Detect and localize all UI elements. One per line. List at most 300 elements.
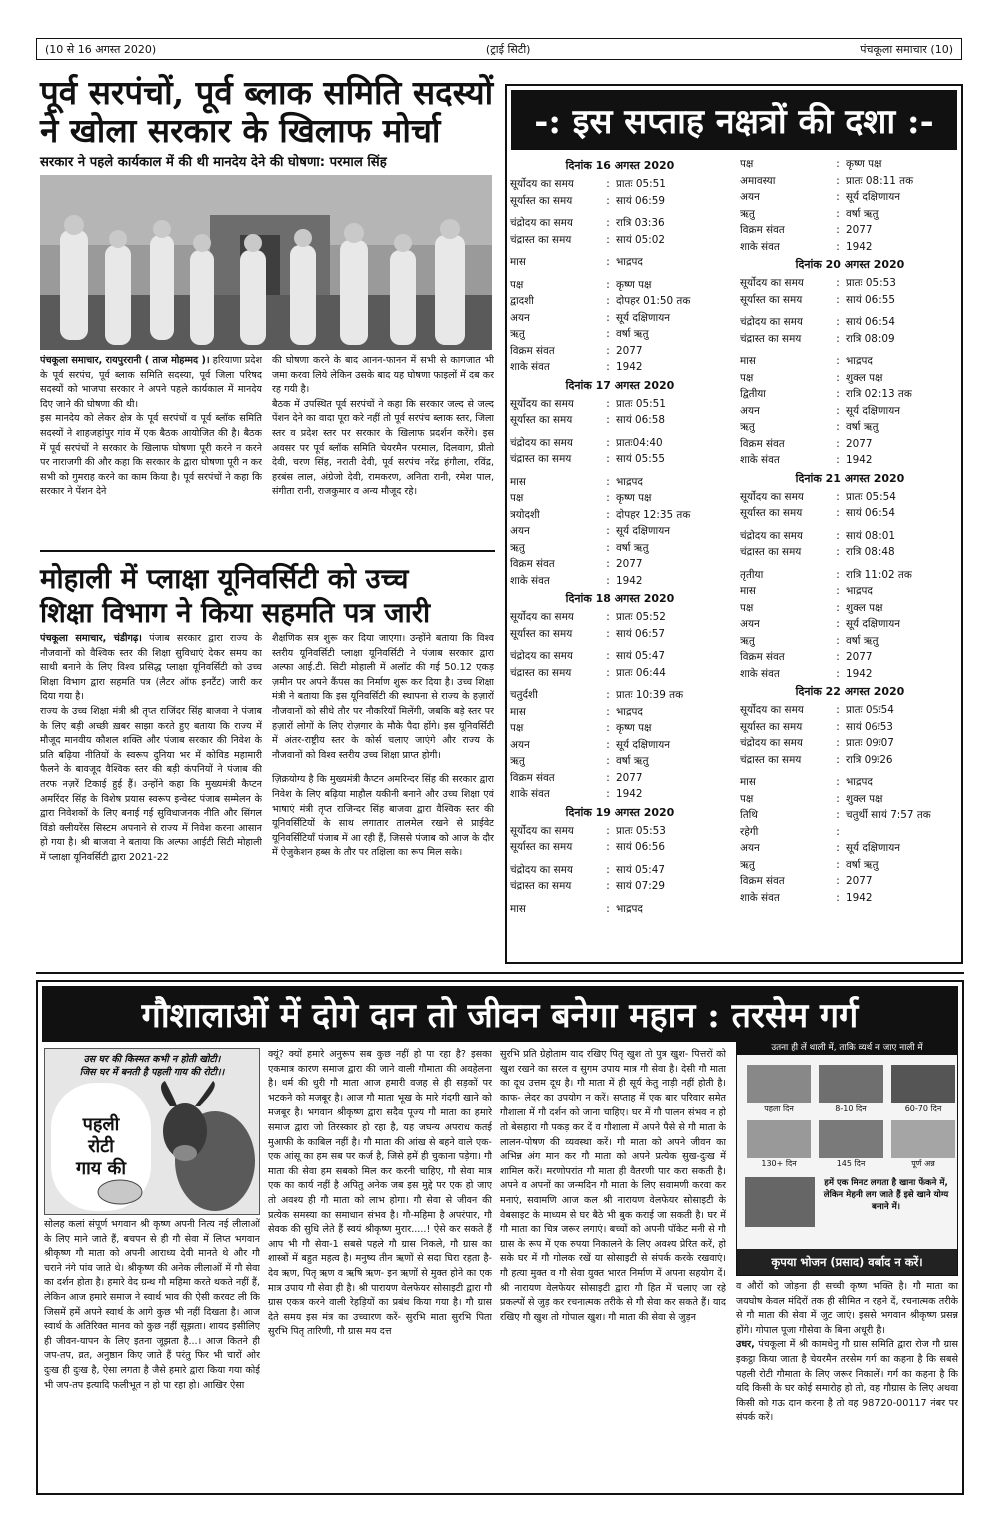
nakshatra-key: शाके संवत [740, 454, 780, 466]
nakshatra-value: रात्रि 03:36 [616, 217, 665, 229]
story2-column2 [272, 632, 494, 962]
nakshatra-key: चंद्रास्त का समय [510, 233, 572, 246]
nakshatra-row [510, 901, 730, 918]
nakshatra-row [510, 326, 730, 343]
nakshatra-colon: : [606, 902, 610, 915]
nakshatra-row [510, 609, 730, 626]
nakshatra-value: वर्षा ऋतु [616, 755, 649, 767]
nakshatra-colon: : [836, 207, 840, 220]
story1-subhead: सरकार ने पहले कार्यकाल में की थी मानदेय देने की घोषणा: परमाल सिंह [40, 155, 387, 170]
nakshatra-row [740, 353, 960, 370]
nakshatra-key: विक्रम संवत [740, 224, 785, 236]
protest-photo [40, 175, 492, 350]
nakshatra-value: प्रातः04:40 [616, 436, 663, 449]
nakshatra-colon: : [606, 295, 610, 307]
nakshatra-colon: : [606, 788, 610, 800]
nakshatra-value: सायं 08:01 [846, 529, 895, 542]
nakshatra-value: चतुर्थी सायं 7:57 तक [846, 809, 931, 821]
nakshatra-value: प्रातः 10:39 तक [616, 689, 684, 701]
nakshatra-value: प्रातः 05:51 [616, 397, 666, 410]
nakshatra-row [510, 753, 730, 770]
nakshatra-row [740, 436, 960, 453]
nakshatra-row [510, 474, 730, 491]
nakshatra-row [740, 824, 960, 841]
nakshatra-value: प्रातः 09ः07 [846, 737, 894, 749]
nakshatra-key: विक्रम संवत [740, 437, 785, 450]
ad-step-4 [747, 1120, 811, 1169]
nakshatra-colon: : [836, 704, 840, 716]
nakshatra-row [740, 583, 960, 600]
nakshatra-row [740, 567, 960, 584]
nakshatra-key: पक्ष [740, 158, 754, 170]
ad-caption-2: 8-10 दिन [835, 1104, 867, 1113]
nakshatra-key: विक्रम संवत [510, 558, 555, 570]
nakshatra-value: सूर्य दक्षिणायन [616, 738, 671, 751]
nakshatra-key: सूर्यास्त का समय [510, 414, 573, 426]
nakshatra-key: सूर्यास्त का समय [510, 194, 573, 207]
nakshatra-value: सायं 06:55 [846, 293, 895, 306]
nakshatra-value: प्रातः 05:53 [616, 824, 666, 837]
edition-name: (ट्राई सिटी) [485, 42, 531, 56]
poster-big3: गाय की [76, 1158, 126, 1179]
nakshatra-value: शुक्ल पक्ष [846, 371, 883, 384]
gaushala-para1: सोलह कलां संपूर्ण भगवान श्री कृष्ण अपनी नित्य नई लीलाओं के लिए माने जाते हैं, बचपन से ही गौ सेवा में लिप्त भगवान श्रीकृष्ण गौ माता को अपनी आराध्य देवी मानते थे और गौ चराने नंगे पांव जाते थे। श्रीकृष्ण की अनेक लीलाओं में गौ सेवा का दर्शन होता है। हमारे वेद ग्रन्थ गौ महिमा करते थकते नहीं हैं, लेकिन आज हमारे समाज ने स्वार्थ भाव की ऐसी करवट ली कि जिसमें हमें अपने स्वार्थ के आगे कुछ भी नहीं दिखता है। आज स्वार्थ के अतिरिक्त मानव को कुछ नहीं सूझता। शायद इसीलिए ही जीवन-यापन के लिए इतना जूझता है...। आज कितने ही जप-तप, व्रत, अनुष्ठान किए जाते हैं परंतु फिर भी चारों ओर दुःख ही दुःख है, ऐसा लगता है जैसे हमारे द्वारा किया गया कोई भी जप-तप इत्यादि फलीभूत न हो पा रहा हो। आखिर ऐसा [44, 1219, 260, 1391]
nakshatra-key: मास [510, 475, 526, 488]
nakshatra-key: द्वितीया [740, 388, 766, 400]
nakshatra-value: दोपहर 12:35 तक [616, 508, 691, 521]
nakshatra-key: शाके संवत [740, 667, 780, 680]
nakshatra-value: 1942 [846, 667, 873, 680]
nakshatra-key: चंद्रास्त का समय [510, 666, 572, 679]
nakshatra-key: चतुर्दशी [510, 689, 538, 701]
nakshatra-value: सायं 06:54 [846, 507, 895, 519]
nakshatra-colon: : [606, 475, 610, 488]
nakshatra-value: प्रातः 05:53 [846, 277, 896, 289]
nakshatra-value: 2077 [846, 651, 873, 663]
nakshatra-colon: : [836, 191, 840, 203]
nakshatra-colon: : [836, 875, 840, 887]
nakshatra-value: रात्रि 08:09 [846, 332, 895, 345]
nakshatra-key: अयन [510, 738, 530, 751]
nakshatra-date-heading: दिनांक 19 अगस्त 2020 [565, 805, 675, 819]
nakshatra-row [740, 505, 960, 522]
nakshatra-row [510, 665, 730, 682]
nakshatra-colon: : [836, 507, 840, 519]
nakshatra-key: शाके संवत [740, 240, 780, 253]
gaushala-column2 [268, 1048, 492, 1490]
nakshatra-colon: : [836, 316, 840, 328]
story1-headline-line2: ने खोला सरकार के खिलाफ मोर्चा [40, 111, 441, 150]
nakshatra-value: वर्षा ऋतु [846, 858, 879, 871]
nakshatra-key: चंद्रोदय का समय [740, 529, 803, 542]
nakshatra-row [510, 193, 730, 210]
story1-para3: की घोषणा करने के बाद आनन-फानन में सभी से कागजात भी जमा करवा लिये लेकिन उसके बाद यह घोषणा फाइलों में दब कर रह गयी है। [272, 355, 494, 396]
nakshatra-key: चंद्रोदय का समय [740, 737, 803, 749]
nakshatra-value [846, 824, 960, 841]
nakshatra-key: सूर्यास्त का समय [510, 627, 573, 640]
nakshatra-value: सायं 05:47 [616, 863, 665, 876]
nakshatra-colon: : [606, 278, 610, 291]
gaushala-headline: गौशालाओं में दोगे दान तो जीवन बनेगा महान : तरसेम गर्ग [42, 986, 958, 1042]
nakshatra-row [740, 840, 960, 857]
nakshatra-colon: : [836, 891, 840, 904]
nakshatra-value: कृष्ण पक्ष [616, 278, 652, 291]
ad-caption-5: 145 दिन [836, 1159, 866, 1168]
nakshatra-colon: : [836, 454, 840, 466]
nakshatra-date-heading: दिनांक 17 अगस्त 2020 [565, 378, 675, 392]
page-header [36, 38, 962, 60]
nakshatra-date-heading: दिनांक 18 अगस्त 2020 [565, 592, 675, 605]
nakshatra-row [510, 648, 730, 665]
nakshatra-colon: : [836, 792, 840, 805]
nakshatra-colon: : [836, 158, 840, 170]
nakshatra-value: कृष्ण पक्ष [616, 492, 652, 504]
nakshatra-key: शाके संवत [740, 891, 780, 904]
nakshatra-value: प्रातः 06:44 [616, 666, 666, 679]
nakshatra-row [510, 451, 730, 468]
nakshatra-colon: : [606, 611, 610, 623]
poster-line1: उस घर की किस्मत कभी न होती खोटी। [83, 1054, 221, 1065]
nakshatra-key: अमावस्या [740, 174, 776, 187]
nakshatra-key: ऋतु [510, 755, 525, 767]
ad-caption-4: 130+ दिन [761, 1159, 797, 1168]
nakshatra-value: प्रातः 05:54 [846, 490, 896, 503]
ad-caption-3: 60-70 दिन [904, 1104, 942, 1113]
nakshatra-value: सायं 05:55 [616, 453, 665, 465]
nakshatra-value: रात्रि 08:48 [846, 546, 895, 558]
nakshatra-key: त्रयोदशी [510, 508, 540, 521]
nakshatra-value: 2077 [846, 875, 873, 887]
nakshatra-row [740, 544, 960, 561]
nakshatra-colon: : [606, 541, 610, 554]
nakshatra-key: सूर्योदय का समय [740, 490, 804, 503]
nakshatra-value: सायं 06:54 [846, 316, 895, 328]
story1-headline [40, 74, 500, 150]
nakshatra-row [740, 649, 960, 666]
nakshatra-colon: : [836, 651, 840, 663]
nakshatra-row [740, 419, 960, 436]
nakshatra-key: मास [510, 256, 526, 268]
nakshatra-value: 1942 [846, 454, 873, 466]
nakshatra-key: तृतीया [740, 568, 764, 581]
nakshatra-row [510, 626, 730, 643]
nakshatra-key: सूर्योदय का समय [510, 178, 574, 190]
nakshatra-colon: : [606, 627, 610, 640]
nakshatra-row [740, 873, 960, 890]
nakshatra-row [740, 239, 960, 256]
nakshatra-date-heading: दिनांक 20 अगस्त 2020 [795, 258, 905, 271]
nakshatra-row [510, 232, 730, 249]
nakshatra-colon: : [836, 490, 840, 503]
nakshatra-value: रात्रि 11:02 तक [846, 568, 912, 581]
story2-headline [40, 562, 500, 630]
nakshatra-row [740, 633, 960, 650]
nakshatra-key: सूर्योदय का समय [510, 611, 574, 623]
nakshatra-value: प्रातः 05ः54 [846, 704, 894, 716]
section-divider [36, 972, 964, 974]
nakshatra-colon: : [606, 256, 610, 268]
nakshatra-key: चंद्रास्त का समय [740, 546, 802, 558]
nakshatra-key: सूर्योदय का समय [510, 824, 574, 837]
nakshatra-row [510, 254, 730, 271]
nakshatra-row [740, 222, 960, 239]
nakshatra-colon: : [836, 568, 840, 581]
roti-icon [95, 1177, 145, 1207]
nakshatra-key: चंद्रोदय का समय [510, 863, 573, 876]
issue-date: (10 से 16 अगस्त 2020) [45, 42, 157, 56]
nakshatra-row [740, 173, 960, 190]
cow-icon [145, 1081, 257, 1213]
nakshatra-value: 2077 [846, 437, 873, 450]
nakshatra-row [740, 890, 960, 907]
nakshatra-key: अयन [510, 311, 530, 324]
gaushala-para2: क्यूं? क्यों हमारे अनुरूप सब कुछ नहीं हो पा रहा है? इसका एकमात्र कारण समाज द्वारा की जाने वाली गौमाता की अवहेलना है। धर्म की धुरी गौ माता आज हमारी वजह से ही सड़कों पर भटकने को मजबूर है। आज गौ माता भूख के मारे गंदगी खाने को मजबूर है। भगवान श्रीकृष्ण द्वारा सदैव पूज्य गौ माता का हमारे समाज द्वारा जो तिरस्कार हो रहा है, यह जघन्य अपराध कतई मुआफी के काबिल नहीं है। गौ माता की आंख से बहने वाले एक-एक आंसू का हम सब पर कर्ज है, जिसे हमें ही चुकाना पड़ेगा। गौ माता की सेवा हम सबको मिल कर करनी चाहिए, गौ सेवा मात्र एक का कार्य नहीं है अपितु अनेक जब इस मुद्दे पर एक हो जाए तो अवश्य ही गौ माता को लाभ होगा। गौ सेवा से जीवन की प्रत्येक समस्या का समाधान संभव है। गौ-महिमा है अपरंपार, गौ सेवक की सुधि लेते हैं स्वयं श्रीकृष्ण मुरार.....! ऐसे कर सकते हैं आप भी गौ सेवा-1 सबसे पहले गौ ग्रास निकले, गौ ग्रास का शास्त्रों में बहुत महत्व है। मनुष्य तीन ऋणों से सदा घिरा रहता है- देव ऋण, पितृ ऋण व ऋषि ऋण- इन ऋणों से मुक्त होने का एक मात्र उपाय गौ सेवा ही है। श्री पारायण वेलफेयर सोसाइटी द्वारा गौ ग्रास एकत्र करने वाली रेहड़ियों का प्रबंध किया गया है। गौ ग्रास देते समय इस मंत्र का उच्चारण करें- सुरभि माता सुरभि पिता सुरभि पितृ तारिणी, गौ ग्रास मय दत्त [268, 1049, 492, 1338]
nakshatra-row [740, 189, 960, 206]
gaushala-para5: पंचकूला में श्री कामधेनु गौ ग्रास समिति द्वारा रोज गौ ग्रास इकट्ठा किया जाता है चेयरमैन तरसेम गर्ग का कहना है कि सबसे पहली रोटी गौमाता के लिए जरूर निकालें। गर्ग का कहना है कि यदि किसी के घर कोई समारोह हो तो, वह गौग्रास के लिए अथवा किसी को गऊ दान करना है तो वह 98720-00117 नंबर पर संपर्क करें। [736, 1339, 958, 1424]
nakshatra-value: सूर्य दक्षिणायन [846, 404, 901, 417]
nakshatra-colon: : [606, 666, 610, 679]
nakshatra-value: शुक्ल पक्ष [846, 601, 883, 614]
nakshatra-row [740, 489, 960, 506]
nakshatra-row [740, 666, 960, 683]
nakshatra-date-heading: दिनांक 21 अगस्त 2020 [795, 471, 905, 485]
nakshatra-row [510, 412, 730, 429]
nakshatra-key: सूर्योदय का समय [510, 397, 574, 410]
nakshatra-colon: : [606, 755, 610, 767]
nakshatra-row [510, 396, 730, 413]
nakshatra-row [740, 206, 960, 223]
nakshatra-value: सायं 05:02 [616, 233, 665, 246]
nakshatra-value: भाद्रपद [616, 705, 643, 718]
nakshatra-value: 1942 [616, 361, 643, 373]
nakshatra-row [740, 370, 960, 387]
nakshatra-key: विक्रम संवत [510, 771, 555, 784]
nakshatra-colon: : [606, 574, 610, 587]
nakshatra-value: सूर्य दक्षिणायन [846, 842, 901, 854]
nakshatra-colon: : [606, 771, 610, 784]
nakshatra-value: रात्रि 02:13 तक [846, 388, 912, 400]
paper-name-page: पंचकूला समाचार (10) [860, 42, 953, 56]
nakshatra-row [510, 359, 730, 376]
nakshatra-value: प्रातः 05:52 [616, 611, 666, 623]
nakshatra-key: चंद्रोदय का समय [510, 650, 573, 662]
nakshatra-value: भाद्रपद [616, 256, 643, 268]
nakshatra-colon: : [836, 634, 840, 647]
nakshatra-value: वर्षा ऋतु [846, 634, 879, 647]
nakshatra-colon: : [836, 355, 840, 367]
nakshatra-row [740, 275, 960, 292]
nakshatra-colon: : [836, 858, 840, 871]
story1-column1 [40, 354, 262, 546]
nakshatra-key: मास [740, 355, 756, 367]
nakshatra-colon: : [606, 344, 610, 357]
nakshatra-colon: : [606, 705, 610, 718]
food-waste-ad [736, 1040, 958, 1276]
gaushala-para5-lead: उधर, [736, 1339, 755, 1351]
nakshatra-colon: : [606, 738, 610, 751]
nakshatra-key: पक्ष [510, 492, 524, 504]
nakshatra-key: पक्ष [740, 371, 754, 384]
nakshatra-key: चंद्रोदय का समय [510, 217, 573, 229]
nakshatra-value: 2077 [616, 558, 643, 570]
nakshatra-value: सायं 06ः53 [846, 720, 893, 733]
nakshatra-key: अयन [740, 191, 760, 203]
nakshatra-key: अयन [510, 525, 530, 537]
nakshatra-key: सूर्यास्त का समय [740, 720, 803, 733]
nakshatra-row [510, 435, 730, 452]
nakshatra-key: ऋतु [510, 328, 525, 340]
nakshatra-value: 1942 [616, 574, 643, 587]
nakshatra-row [740, 774, 960, 791]
nakshatra-row [510, 176, 730, 193]
gaushala-column1 [44, 1218, 260, 1490]
nakshatra-colon: : [836, 809, 840, 821]
nakshatra-key: अयन [740, 404, 760, 417]
nakshatra-colon: : [836, 293, 840, 306]
nakshatra-row [740, 600, 960, 617]
nakshatra-key: द्वादशी [510, 295, 534, 307]
nakshatra-colon: : [836, 842, 840, 854]
nakshatra-value: भाद्रपद [616, 475, 643, 488]
gaushala-para4: व औरों को जोड़ना ही सच्ची कृष्ण भक्ति है। गौ माता का जयघोष केवल मंदिरों तक ही सीमित न रहने दें, रचनात्मक तरीके से गौ माता की सेवा में जुट जाएं। इससे भगवान श्रीकृष्ण प्रसन्न होंगे। गोपाल पूजा गौसेवा के बिना अधूरी है। [736, 1281, 958, 1336]
nakshatra-value: कृष्ण पक्ष [846, 158, 882, 170]
nakshatra-colon: : [836, 388, 840, 400]
nakshatra-key: विक्रम संवत [740, 875, 785, 887]
nakshatra-row [740, 314, 960, 331]
nakshatra-row [740, 528, 960, 545]
nakshatra-value: सायं 07:29 [616, 880, 665, 892]
nakshatra-key: चंद्रास्त का समय [740, 332, 802, 345]
ad-header: उतना ही लें थाली में, ताकि व्यर्थ न जाए नाली में [737, 1041, 957, 1055]
nakshatra-colon: : [836, 332, 840, 345]
nakshatra-row [510, 770, 730, 787]
nakshatra-row [740, 616, 960, 633]
nakshatra-value: 1942 [846, 891, 873, 904]
story2-headline-line1: मोहाली में प्लाक्षा यूनिवर्सिटी को उच्च [40, 563, 409, 595]
nakshatra-colon: : [836, 437, 840, 450]
poster-line2: जिस घर में बनती है पहली गाय की रोटी।। [79, 1067, 225, 1078]
nakshatra-value: सायं 06:56 [616, 841, 665, 853]
plate-image [745, 1177, 815, 1227]
nakshatra-key: सूर्योदय का समय [740, 277, 804, 289]
nakshatra-key: शाके संवत [510, 574, 550, 587]
nakshatra-row [740, 735, 960, 752]
ad-caption-1: पहला दिन [764, 1104, 794, 1113]
nakshatra-value: कृष्ण पक्ष [616, 722, 652, 734]
nakshatra-colon: : [606, 194, 610, 207]
story2-para3: शैक्षणिक सत्र शुरू कर दिया जाएगा। उन्होंने बताया कि विश्व स्तरीय यूनिवर्सिटी प्लाक्षा यूनिवर्सिटी ने पंजाब सरकार द्वारा अल्फा आई.टी. सिटी मोहाली में अलॉट की गई 50.12 एकड़ ज़मीन पर अपने कैंपस का निर्माण शुरू कर दिया है। उच्च शिक्षा मंत्री ने बताया कि इस यूनिवर्सिटी की स्थापना से राज्य के हज़ारों नौजवानों को सीधे तौर पर नौकरियाँ मिलेंगी, जबकि बड़े स्तर पर हज़ारों लोगों के लिए रोज़गार के मौके पैदा होंगे। इस यूनिवर्सिटी में अंतर-राष्ट्रीय स्तर के कोर्स चलाए जाएंगे और राज्य के नौजवानों को विश्व स्तरीय उच्च शिक्षा प्राप्त होगी। [272, 633, 494, 761]
nakshatra-colon: : [836, 224, 840, 236]
nakshatra-key: शाके संवत [510, 788, 550, 800]
nakshatra-colon: : [606, 361, 610, 373]
nakshatra-value: रात्रि 09ः26 [846, 753, 893, 766]
nakshatra-key: पक्ष [510, 722, 524, 734]
nakshatra-row [510, 215, 730, 232]
nakshatra-value: 2077 [616, 344, 643, 357]
nakshatra-row [510, 343, 730, 360]
nakshatra-colon: : [606, 558, 610, 570]
nakshatra-value: 1942 [616, 788, 643, 800]
nakshatra-colon: : [836, 585, 840, 597]
nakshatra-colon: : [836, 720, 840, 733]
nakshatra-key: अयन [740, 618, 760, 630]
nakshatra-colon: : [836, 825, 840, 838]
nakshatra-colon: : [836, 371, 840, 384]
ad-note1: हमें एक मिनट लगता है खाना फेंकने में, [824, 1178, 948, 1188]
nakshatra-row [740, 331, 960, 348]
nakshatra-left-column [510, 156, 730, 917]
nakshatra-value: सायं 06:57 [616, 627, 665, 640]
nakshatra-key: ऋतु [740, 858, 755, 871]
nakshatra-key: विक्रम संवत [740, 651, 785, 663]
nakshatra-key: मास [740, 776, 756, 788]
story1-column2 [272, 354, 494, 546]
story1-para2: इस मानदेय को लेकर क्षेत्र के पूर्व सरपंचों व पूर्व ब्लॉक समिति सदस्यों ने शाहजहांपुर गांव में एक बैठक आयोजित की है। बैठक में पूर्व सरपंचों ने सरकार के खिलाफ घोषणा पूरी करने न करने पर नाराजगी की और कहा कि सरकार के द्वारा घोषणा पूरी न कर सभी को गुमराह करने का काम किया है। पूर्व सरपंचों ने कहा कि सरकार ने पेंशन देने [40, 413, 262, 498]
nakshatra-row [510, 737, 730, 754]
story1-headline-line1: पूर्व सरपंचों, पूर्व ब्लाक समिति सदस्यों [40, 73, 494, 112]
nakshatra-colon: : [836, 601, 840, 614]
nakshatra-key: ऋतु [740, 634, 755, 647]
nakshatra-value: सूर्य दक्षिणायन [616, 525, 671, 537]
nakshatra-colon: : [606, 841, 610, 853]
nakshatra-value: वर्षा ऋतु [616, 328, 649, 340]
nakshatra-right-column [740, 156, 960, 906]
nakshatra-row [510, 523, 730, 540]
nakshatra-value: शुक्ल पक्ष [846, 792, 883, 805]
nakshatra-value: 2077 [846, 224, 873, 236]
nakshatra-key: तिथि [740, 809, 758, 821]
nakshatra-key: चंद्रास्त का समय [510, 880, 572, 892]
nakshatra-key: चंद्रास्त का समय [740, 753, 802, 766]
cow-poster [44, 1048, 260, 1215]
nakshatra-row [510, 687, 730, 704]
nakshatra-row [510, 786, 730, 803]
nakshatra-key: मास [740, 585, 756, 597]
nakshatra-colon: : [836, 737, 840, 749]
nakshatra-key: पक्ष [740, 792, 754, 805]
nakshatra-key: सूर्यास्त का समय [510, 841, 573, 853]
nakshatra-row [740, 791, 960, 808]
nakshatra-row [510, 277, 730, 294]
nakshatra-row [740, 807, 960, 824]
story1-para1: हरियाणा प्रदेश के पूर्व सरपंच, पूर्व ब्लाक समिति सदस्या, पूर्व जिला परिषद सदस्यों को भाजपा सरकार ने अपने पहले कार्यकाल में मानदेय दिए जाने की घोषणा की थी। [40, 355, 262, 410]
nakshatra-colon: : [836, 546, 840, 558]
nakshatra-colon: : [606, 311, 610, 324]
nakshatra-row [510, 862, 730, 879]
story2-column1 [40, 632, 262, 962]
nakshatra-colon: : [836, 529, 840, 542]
gaushala-para3: सुरभि प्रति ग्रेहोताम याद रखिए पितृ खुश तो पुत्र खुश- पित्तरों को खुश रखने का सरल व सुगम उपाय मात्र गौ सेवा है। देसी गौ माता का दूध उत्तम दूध है। गौ माता में ही सूर्य केतु नाड़ी नहीं होती है। काफ- लेदर का उपयोग न करें। सप्ताह में एक बार परिवार समेत गौशाला में गौ दर्शन को जाना चाहिए। घर में गौ पालन संभव न हो तो बेसहारा गौ पकड़ कर दें व गौशाला में अपने पैसे से गौ माता के लालन-पोषण की व्यवस्था करें। गौ माता को अपने जीवन का अभिन्न अंग मान कर गौ माता को अपने प्रत्येक सुख-दुःख में शामिल करें। मरणोपरांत गौ माता ही वैतरणी पार करा सकती है। अपने व अपनों का जन्मदिन गौ माता के लिए सवामणी करवा कर मनाएं, सवामणि आज कल श्री नारायण वेलफेयर सोसाइटी के वेबसाइट के माध्यम से घर बैठे भी बुक कराई जा सकती है। घर में गौ माता का चित्र जरूर लगाएं। बच्चों को अपनी पॉकेट मनी से गौ ग्रास के रूप में एक रुपया निकालने के लिए अवश्य प्रेरित करें, हो सके घर में गौ गोलक रखें या सोसाइटी से संपर्क करके रखवाएं। गौ हत्या मुक्त व गौ सेवा युक्त भारत निर्माण में अपना सहयोग दें। श्री नारायण वेलफेयर सोसाइटी द्वारा गौ हित में चलाए जा रहे प्रकल्पों से जुड़ कर रचनात्मक तरीके से गौ सेवा कर सकते हैं। याद रखिए गौ खुश तो गोपाल खुश। गौ माता की सेवा से जुड़न [500, 1049, 726, 1323]
story2-dateline: पंचकूला समाचार, चंडीगढ़। [40, 633, 142, 644]
nakshatra-key: मास [510, 705, 526, 718]
story2-para4: ज़िक्रयोग्य है कि मुख्यमंत्री कैप्टन अमरिन्दर सिंह की सरकार द्वारा निवेश के लिए बढ़िया माहौल यकीनी बनाने और उच्च शिक्षा एवं भाषाएं मंत्री तृप्त राजिन्दर सिंह बाजवा द्वारा वैश्विक स्तर की यूनिवर्सिटियों के साथ लगातार तालमेल रखने से प्राईवेट यूनिवर्सिटियाँ पंजाब में आ रही हैं, जिससे पंजाब को आज के दौर में ऐजुकेशन हब्स के तौर पर तक्षिला का रूप मिल सके। [272, 774, 494, 859]
ad-footer: कृपया भोजन (प्रसाद) वर्बाद न करें। [737, 1249, 957, 1275]
ad-caption-6: पूर्ण अन्न [911, 1159, 935, 1168]
nakshatra-date-heading: दिनांक 16 अगस्त 2020 [565, 159, 675, 172]
nakshatra-colon: : [606, 824, 610, 837]
nakshatra-key: चंद्रोदय का समय [510, 436, 573, 449]
nakshatra-value: प्रातः 08:11 तक [846, 174, 914, 187]
nakshatra-colon: : [606, 233, 610, 246]
poster-big1: पहली [82, 1114, 120, 1135]
nakshatra-key: ऋतु [510, 541, 525, 554]
nakshatra-colon: : [606, 217, 610, 229]
nakshatra-key: मास [510, 902, 526, 915]
nakshatra-value: वर्षा ऋतु [846, 207, 879, 220]
nakshatra-value: सायं 05:47 [616, 650, 665, 662]
nakshatra-value: सायं 06:59 [616, 194, 665, 207]
nakshatra-colon: : [836, 421, 840, 433]
